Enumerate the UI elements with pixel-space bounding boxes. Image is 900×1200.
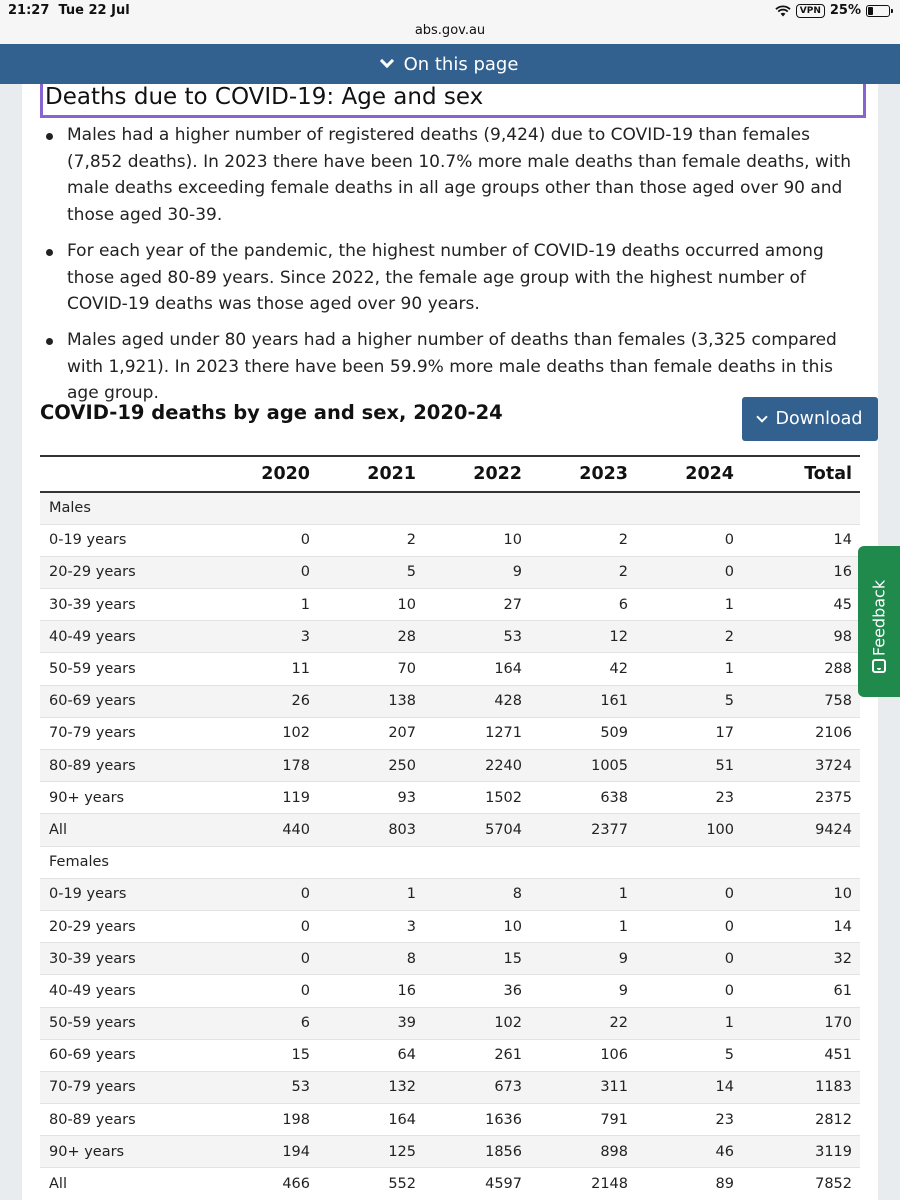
table-cell: 3 (212, 621, 318, 653)
table-cell: 0 (212, 878, 318, 910)
column-header: 2024 (636, 456, 742, 492)
on-this-page-label: On this page (403, 53, 519, 75)
table-cell (424, 846, 530, 878)
table-cell: 2 (318, 524, 424, 556)
table-cell: 552 (318, 1168, 424, 1200)
battery-icon (866, 5, 890, 17)
table-cell: 428 (424, 685, 530, 717)
table-cell: 161 (530, 685, 636, 717)
table-cell: 1 (212, 589, 318, 621)
table-cell: 2377 (530, 814, 636, 846)
table-cell: 5704 (424, 814, 530, 846)
row-label: All (40, 814, 212, 846)
table-cell: 10 (318, 589, 424, 621)
table-cell: 2148 (530, 1168, 636, 1200)
table-cell: 0 (212, 910, 318, 942)
table-cell: 23 (636, 782, 742, 814)
list-item: Males aged under 80 years had a higher number of deaths than females (3,325 compared with 1,921). In 2023 there have been 59.9% more male deaths than female deaths in this age group. (40, 327, 860, 407)
table-cell: 8 (424, 878, 530, 910)
table-cell: 3 (318, 910, 424, 942)
list-item: For each year of the pandemic, the highest number of COVID-19 deaths occurred among those aged 80-89 years. Since 2022, the female age group with the highest number of COVID-19 deaths was those aged over 90 years. (40, 238, 860, 318)
table-cell: 0 (212, 556, 318, 588)
table-cell: 16 (318, 975, 424, 1007)
table-cell (318, 492, 424, 524)
table-cell: 2106 (742, 717, 860, 749)
row-label: 90+ years (40, 1136, 212, 1168)
table-cell: 791 (530, 1104, 636, 1136)
table-row (40, 621, 860, 653)
table-cell: 9424 (742, 814, 860, 846)
feedback-icon (872, 659, 886, 673)
table-cell: 0 (636, 910, 742, 942)
table-cell: 466 (212, 1168, 318, 1200)
table-cell: 53 (212, 1071, 318, 1103)
table-cell: 9 (530, 943, 636, 975)
table-cell (530, 492, 636, 524)
table-header-row (40, 456, 860, 492)
table-cell: 178 (212, 750, 318, 782)
table-cell (212, 846, 318, 878)
row-label: 90+ years (40, 782, 212, 814)
table-cell: 98 (742, 621, 860, 653)
table-cell: 1636 (424, 1104, 530, 1136)
table-cell: 10 (424, 524, 530, 556)
table-cell: 2240 (424, 750, 530, 782)
table-cell (424, 492, 530, 524)
table-cell: 1856 (424, 1136, 530, 1168)
table-cell: 170 (742, 1007, 860, 1039)
column-header: 2022 (424, 456, 530, 492)
table-row (40, 878, 860, 910)
table-row (40, 1104, 860, 1136)
column-header: 2023 (530, 456, 636, 492)
table-cell: 1183 (742, 1071, 860, 1103)
table-cell: 440 (212, 814, 318, 846)
table-cell: 311 (530, 1071, 636, 1103)
table-cell: 451 (742, 1039, 860, 1071)
list-item: Males had a higher number of registered deaths (9,424) due to COVID-19 than females (7,852 deaths). In 2023 there have been 10.7% more male deaths than female deaths, with male deaths exceeding female deaths in all age groups other than those aged over 90 and those aged 30-39. (40, 122, 860, 229)
table-row (40, 910, 860, 942)
table-row (40, 782, 860, 814)
table-cell: 4597 (424, 1168, 530, 1200)
download-label: Download (775, 409, 863, 429)
table-cell: 0 (636, 878, 742, 910)
status-time-date (8, 3, 130, 18)
download-button[interactable] (742, 397, 878, 441)
row-label: All (40, 1168, 212, 1200)
row-label: 50-59 years (40, 653, 212, 685)
table-row (40, 492, 860, 524)
table-cell: 53 (424, 621, 530, 653)
table-cell (318, 846, 424, 878)
table-cell: 93 (318, 782, 424, 814)
table-cell: 125 (318, 1136, 424, 1168)
table-cell: 89 (636, 1168, 742, 1200)
table-cell: 509 (530, 717, 636, 749)
table-row (40, 717, 860, 749)
wifi-icon (775, 5, 791, 17)
summary-bullets (40, 122, 860, 416)
table-cell: 250 (318, 750, 424, 782)
table-cell: 14 (742, 524, 860, 556)
table-cell: 61 (742, 975, 860, 1007)
table-cell: 1 (636, 1007, 742, 1039)
table-cell: 673 (424, 1071, 530, 1103)
table-cell: 39 (318, 1007, 424, 1039)
row-label: 70-79 years (40, 717, 212, 749)
table-cell: 288 (742, 653, 860, 685)
row-label: 20-29 years (40, 556, 212, 588)
table-cell: 638 (530, 782, 636, 814)
table-cell: 138 (318, 685, 424, 717)
table-row (40, 943, 860, 975)
table-cell: 0 (212, 524, 318, 556)
table-cell: 2 (530, 524, 636, 556)
table-cell (212, 492, 318, 524)
table-cell: 5 (636, 1039, 742, 1071)
row-label: 0-19 years (40, 524, 212, 556)
feedback-tab[interactable] (858, 546, 900, 697)
table-cell: 14 (742, 910, 860, 942)
table-cell: 898 (530, 1136, 636, 1168)
battery-percent: 25% (829, 3, 861, 18)
table-cell: 3119 (742, 1136, 860, 1168)
table-cell (742, 846, 860, 878)
table-row (40, 1039, 860, 1071)
table-cell: 26 (212, 685, 318, 717)
table-cell: 51 (636, 750, 742, 782)
table-cell: 0 (636, 943, 742, 975)
table-cell: 6 (212, 1007, 318, 1039)
chevron-down-icon (380, 54, 394, 68)
url-bar[interactable] (0, 22, 900, 44)
table-cell: 106 (530, 1039, 636, 1071)
table-cell: 0 (212, 975, 318, 1007)
table-cell: 1502 (424, 782, 530, 814)
table-row (40, 1136, 860, 1168)
feedback-label: Feedback (869, 580, 889, 657)
vpn-badge: VPN (796, 4, 825, 18)
table-cell: 28 (318, 621, 424, 653)
row-label: 0-19 years (40, 878, 212, 910)
column-header: 2021 (318, 456, 424, 492)
table-cell: 1 (530, 910, 636, 942)
status-right (775, 3, 890, 18)
table-cell: 8 (318, 943, 424, 975)
row-label: 80-89 years (40, 1104, 212, 1136)
table-cell: 15 (424, 943, 530, 975)
table-cell: 2812 (742, 1104, 860, 1136)
table-row (40, 653, 860, 685)
table-cell: 32 (742, 943, 860, 975)
table-cell: 5 (636, 685, 742, 717)
table-cell: 2 (530, 556, 636, 588)
table-cell: 45 (742, 589, 860, 621)
table-cell: 70 (318, 653, 424, 685)
table-cell: 3724 (742, 750, 860, 782)
url-text: abs.gov.au (414, 23, 486, 38)
table-cell: 42 (530, 653, 636, 685)
table-body (40, 492, 860, 1200)
deaths-table (40, 455, 860, 1200)
table-cell: 10 (742, 878, 860, 910)
table-cell: 194 (212, 1136, 318, 1168)
table-cell: 6 (530, 589, 636, 621)
column-header: Total (742, 456, 860, 492)
table-title: COVID-19 deaths by age and sex, 2020-24 (40, 401, 503, 424)
table-cell: 1005 (530, 750, 636, 782)
table-cell: 9 (424, 556, 530, 588)
table-cell: 261 (424, 1039, 530, 1071)
table-cell: 0 (636, 556, 742, 588)
table-cell (530, 846, 636, 878)
table-cell: 164 (424, 653, 530, 685)
battery-fill (868, 7, 873, 15)
content-card (22, 84, 878, 1200)
row-label: 40-49 years (40, 975, 212, 1007)
table-cell (742, 492, 860, 524)
row-label: 80-89 years (40, 750, 212, 782)
row-label: 30-39 years (40, 943, 212, 975)
table-cell: 1271 (424, 717, 530, 749)
table-cell: 5 (318, 556, 424, 588)
table-cell: 9 (530, 975, 636, 1007)
status-bar (0, 0, 900, 22)
table-cell: 1 (636, 589, 742, 621)
table-cell: 198 (212, 1104, 318, 1136)
table-cell: 100 (636, 814, 742, 846)
row-label: 50-59 years (40, 1007, 212, 1039)
table-row (40, 524, 860, 556)
table-cell: 36 (424, 975, 530, 1007)
table-cell: 46 (636, 1136, 742, 1168)
table-cell: 132 (318, 1071, 424, 1103)
row-label: 60-69 years (40, 1039, 212, 1071)
table-cell: 2 (636, 621, 742, 653)
row-label: 60-69 years (40, 685, 212, 717)
table-cell: 1 (636, 653, 742, 685)
table-cell: 16 (742, 556, 860, 588)
table-cell: 7852 (742, 1168, 860, 1200)
table-cell (636, 846, 742, 878)
table-row (40, 1007, 860, 1039)
row-label: Males (40, 492, 212, 524)
status-time: 21:27 (8, 3, 50, 18)
row-label: 70-79 years (40, 1071, 212, 1103)
table-row (40, 846, 860, 878)
column-header (40, 456, 212, 492)
table-cell: 11 (212, 653, 318, 685)
table-cell: 2375 (742, 782, 860, 814)
table-cell: 758 (742, 685, 860, 717)
table-cell: 17 (636, 717, 742, 749)
table-row (40, 556, 860, 588)
table-row (40, 589, 860, 621)
table-cell: 15 (212, 1039, 318, 1071)
table-cell: 1 (530, 878, 636, 910)
table-cell: 0 (212, 943, 318, 975)
row-label: 20-29 years (40, 910, 212, 942)
table-row (40, 814, 860, 846)
row-label: Females (40, 846, 212, 878)
table-cell: 0 (636, 524, 742, 556)
section-heading: Deaths due to COVID-19: Age and sex (40, 84, 866, 118)
on-this-page-button[interactable] (0, 44, 900, 84)
table-cell: 803 (318, 814, 424, 846)
table-cell: 12 (530, 621, 636, 653)
status-date: Tue 22 Jul (58, 3, 130, 18)
column-header: 2020 (212, 456, 318, 492)
table-cell (636, 492, 742, 524)
table-cell: 207 (318, 717, 424, 749)
table-cell: 102 (424, 1007, 530, 1039)
table-row (40, 1071, 860, 1103)
row-label: 40-49 years (40, 621, 212, 653)
table-cell: 0 (636, 975, 742, 1007)
table-cell: 23 (636, 1104, 742, 1136)
table-cell: 119 (212, 782, 318, 814)
row-label: 30-39 years (40, 589, 212, 621)
chevron-down-icon (756, 411, 767, 422)
table-cell: 102 (212, 717, 318, 749)
table-cell: 10 (424, 910, 530, 942)
table-row (40, 685, 860, 717)
table-cell: 22 (530, 1007, 636, 1039)
table-row (40, 750, 860, 782)
table-cell: 64 (318, 1039, 424, 1071)
table-cell: 1 (318, 878, 424, 910)
table-cell: 14 (636, 1071, 742, 1103)
table-row (40, 1168, 860, 1200)
table-row (40, 975, 860, 1007)
table-cell: 27 (424, 589, 530, 621)
table-cell: 164 (318, 1104, 424, 1136)
